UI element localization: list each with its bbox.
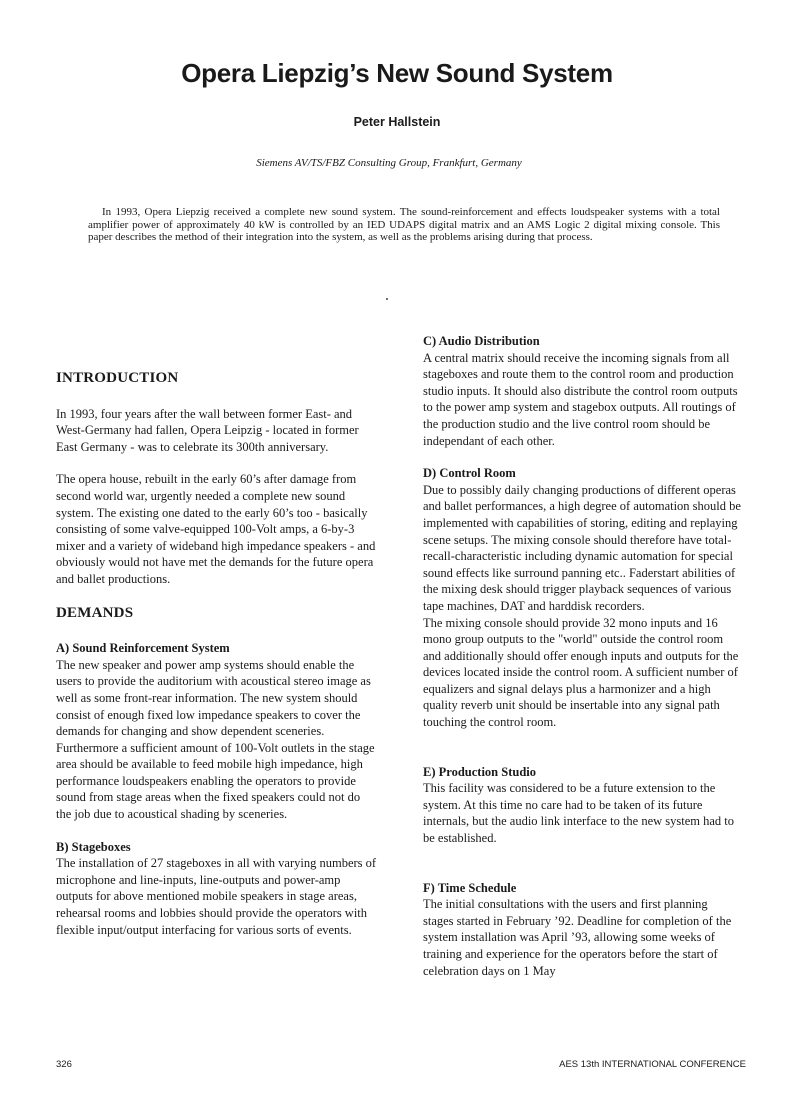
section-d-text-2: The mixing console should provide 32 mono inputs and 16 mono group outputs to the "world" outside the control room and additionally should offer enough inputs and outputs for the devices located inside the control room. A sufficient number of equalizers and signal delays plus a harmonizer and a high quality reverb unit should be insertable into any signal path touching the control room. [423, 615, 739, 730]
intro-paragraph-1: In 1993, four years after the wall between former East- and West-Germany had fallen, Opera Leipzig - located in former East Germany - was to celebrate its 300th anniversary. [56, 406, 359, 454]
section-a-text: The new speaker and power amp systems should enable the users to provide the auditorium with acoustical stereo image as well as some front-rear information. The new system should consist of enough fixed low impedance speakers to cover the demands for changing and show dependent sceneries. Furthermore a sufficient amount of 100-Volt outlets in the stage area should be available to feed mobile high impedance, high performance loudspeakers enabling the operators to provide sound from stage areas when the fixed speakers could not do the job due to acoustical shading by sceneries. [56, 657, 375, 822]
conference-name: AES 13th INTERNATIONAL CONFERENCE [559, 1059, 746, 1070]
section-b-text: The installation of 27 stageboxes in all with varying numbers of microphone and line-inputs, line-outputs and power-amp outputs for above mentioned mobile speakers in stage areas, rehearsal rooms and lobbies should provide the operators with flexible input/output interfacing for various sorts of events. [56, 856, 377, 937]
section-c-text: A central matrix should receive the incoming signals from all stageboxes and route them to the control room and production studio inputs. It should also distribute the control room outputs to the power amp system and stagebox outputs. All routings of the production studio and the live control room should be independant of each other. [423, 350, 738, 448]
right-column [423, 333, 741, 979]
section-c-heading: C) Audio Distribution [423, 334, 540, 348]
author-name: Peter Hallstein [353, 115, 441, 129]
section-d-heading: D) Control Room [423, 466, 516, 481]
section-b-heading: B) Stageboxes [56, 839, 131, 854]
scan-speck [386, 298, 388, 300]
section-e-text: This facility was considered to be a future extension to the system. At this time no care had to be taken of its future internals, but the audio link interface to the new system had to be established. [423, 781, 735, 846]
page-number: 326 [56, 1059, 72, 1070]
introduction-heading: INTRODUCTION [56, 370, 179, 386]
intro-paragraph-2: The opera house, rebuilt in the early 60’s after damage from second world war, urgently needed a complete new sound system. The existing one dated to the early 60’s too - basically consisting of some valve-equipped 100-Volt amps, a 6-by-3 mixer and a variety of wideband high impedance speakers - and obviously would not have met the demands for the future opera and ballet productions. [56, 472, 376, 586]
section-f-heading: F) Time Schedule [423, 880, 517, 895]
author-affiliation: Siemens AV/TS/FBZ Consulting Group, Frankfurt, Germany [256, 157, 522, 169]
paper-title: Opera Liepzig’s New Sound System [181, 58, 613, 88]
section-e-heading: E) Production Studio [423, 764, 536, 779]
demands-heading: DEMANDS [56, 604, 134, 621]
left-column [56, 370, 378, 938]
section-f-text: The initial consultations with the users and first planning stages started in February ’92. Deadline for completion of the system installation was April ’93, allowing some weeks of training and experience for the operators before the start of celebration days on 1 May [423, 897, 732, 978]
section-a-heading: A) Sound Reinforcement System [56, 641, 230, 656]
abstract: In 1993, Opera Liepzig received a complete new sound system. The sound-reinforcement and effects loudspeaker systems with a total amplifier power of approximately 40 kW is controlled by an IED UDAPS digital matrix and an AMS Logic 2 digital mixing console. This paper describes the method of their integration into the system, as well as the problems arising during that process. [88, 206, 720, 243]
section-d-text-1: Due to possibly daily changing productions of different operas and ballet performances, a high degree of automation should be implemented with capabilities of storing, editing and replaying scene setups. The mixing console should therefore have total-recall-characteristic including dynamic automation for special sound effects like surround panning etc.. Faderstart abilities of the mixing desk should trigger playback sequences of various tape machines, DAT and harddisk recorders. [423, 482, 741, 613]
